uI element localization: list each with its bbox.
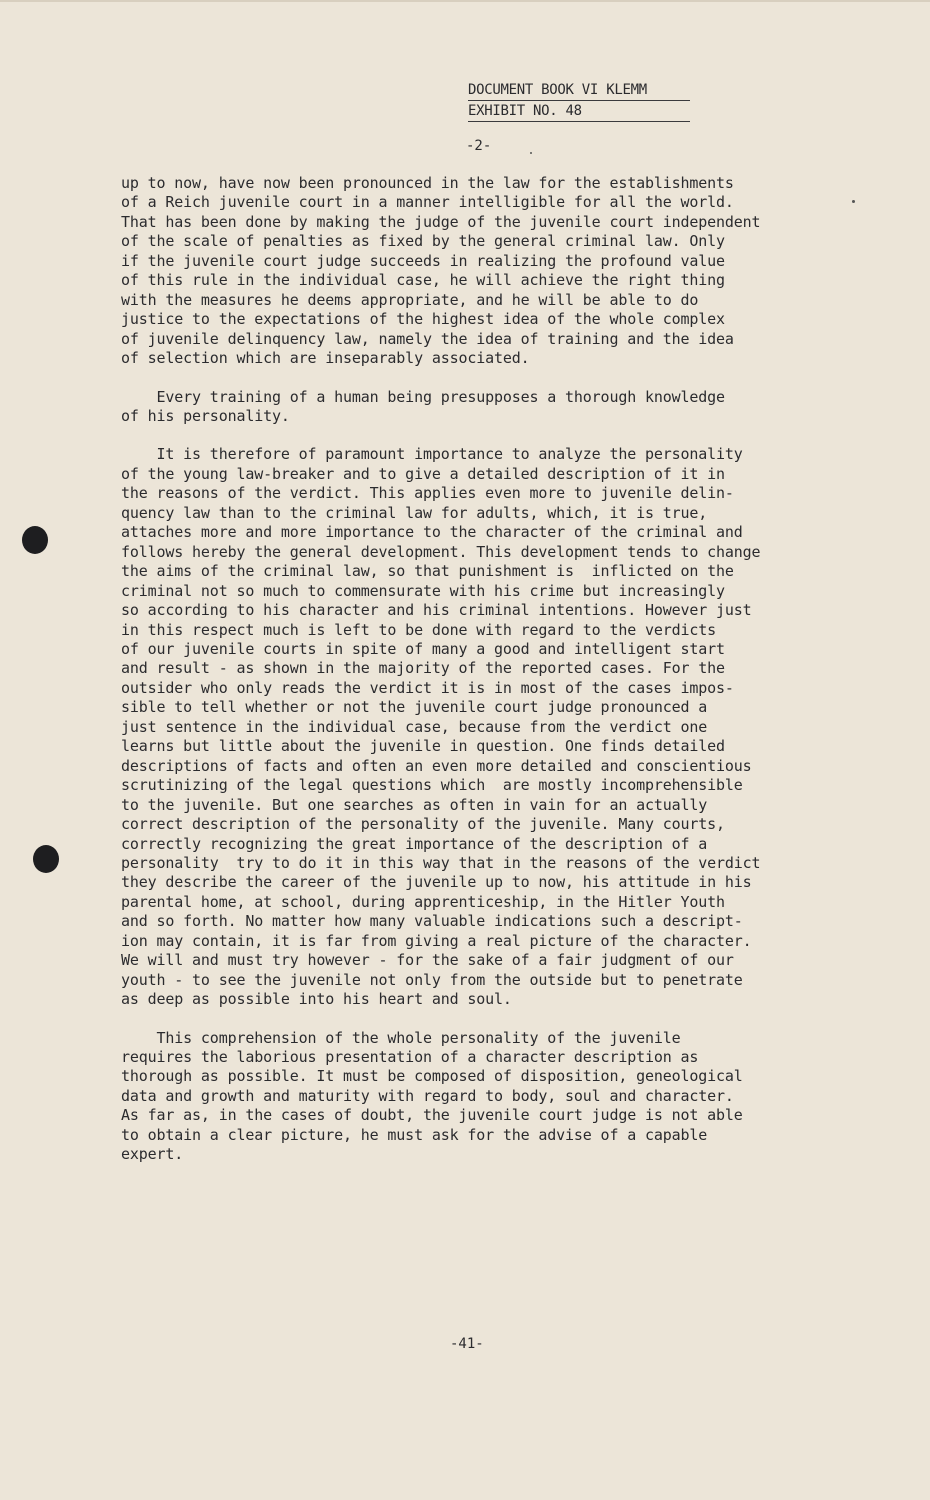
text-line: follows hereby the general development. This development tends to change [121, 542, 761, 561]
text-line: of our juvenile courts in spite of many a good and intelligent start [121, 639, 725, 658]
text-line: they describe the career of the juvenile up to now, his attitude in his [121, 873, 752, 892]
paper-speck [530, 152, 532, 154]
text-line: of a Reich juvenile court in a manner intelligible for all the world. [121, 193, 734, 212]
text-line: to obtain a clear picture, he must ask for the advise of a capable [121, 1125, 708, 1144]
text-line: up to now, have now been pronounced in the law for the establishments [121, 174, 734, 192]
text-line: to the juvenile. But one searches as often in vain for an actually [121, 795, 708, 814]
text-line: in this respect much is left to be done with regard to the verdicts [121, 620, 717, 639]
text-line: As far as, in the cases of doubt, the juvenile court judge is not able [121, 1106, 743, 1125]
text-line: data and growth and maturity with regard to body, soul and character. [121, 1086, 734, 1105]
text-line: of the scale of penalties as fixed by the general criminal law. Only [121, 232, 725, 251]
text-line: the aims of the criminal law, so that punishment is inflicted on the [121, 562, 734, 581]
text-line: as deep as possible into his heart and soul. [121, 990, 512, 1009]
text-line: so according to his character and his criminal intentions. However just [121, 601, 752, 620]
text-line: the reasons of the verdict. This applies even more to juvenile delin- [121, 484, 734, 503]
text-line: quency law than to the criminal law for adults, which, it is true, [121, 503, 708, 522]
text-line: expert. [121, 1145, 184, 1164]
text-line: youth - to see the juvenile not only from the outside but to penetrate [121, 970, 743, 989]
document-book-label: DOCUMENT BOOK VI KLEMM [468, 80, 690, 101]
text-line: correctly recognizing the great importance of the description of a [121, 834, 708, 853]
page-number-top: -2- [466, 138, 492, 154]
text-line: sible to tell whether or not the juvenile court judge pronounced a [121, 698, 708, 717]
document-body [121, 174, 821, 1165]
page-number-bottom: -41- [450, 1336, 484, 1352]
text-line: and result - as shown in the majority of the reported cases. For the [121, 659, 725, 678]
text-line: It is therefore of paramount importance to analyze the personality [121, 445, 743, 464]
text-line: of juvenile delinquency law, namely the idea of training and the idea [121, 329, 734, 348]
text-line: if the juvenile court judge succeeds in realizing the profound value [121, 251, 725, 270]
top-edge-line [0, 0, 930, 2]
text-line: This comprehension of the whole personality of the juvenile [121, 1028, 681, 1047]
text-line: requires the laborious presentation of a character description as [121, 1048, 699, 1067]
text-line: of selection which are inseparably associated. [121, 349, 530, 368]
text-line: parental home, at school, during apprenticeship, in the Hitler Youth [121, 892, 725, 911]
text-line: criminal not so much to commensurate with his crime but increasingly [121, 581, 725, 600]
paragraph-4 [121, 1029, 821, 1165]
text-line: scrutinizing of the legal questions which are mostly incomprehensible [121, 776, 743, 795]
paragraph-1 [121, 174, 821, 369]
text-line: of his personality. [121, 406, 290, 425]
text-line: justice to the expectations of the highest idea of the whole complex [121, 310, 725, 329]
text-line: of this rule in the individual case, he will achieve the right thing [121, 271, 725, 290]
punch-hole-lower [33, 845, 59, 873]
text-line: Every training of a human being presupposes a thorough knowledge [121, 387, 725, 406]
punch-hole-upper [22, 526, 48, 554]
paragraph-2 [121, 388, 821, 427]
text-line: personality try to do it in this way that in the reasons of the verdict [121, 853, 761, 872]
text-line: correct description of the personality of the juvenile. Many courts, [121, 815, 725, 834]
text-line: attaches more and more importance to the character of the criminal and [121, 523, 743, 542]
text-line: outsider who only reads the verdict it is in most of the cases impos- [121, 678, 734, 697]
text-line: learns but little about the juvenile in question. One finds detailed [121, 737, 725, 756]
exhibit-number-label: EXHIBIT NO. 48 [468, 101, 690, 122]
text-line: just sentence in the individual case, because from the verdict one [121, 717, 708, 736]
text-line: of the young law-breaker and to give a detailed description of it in [121, 464, 725, 483]
text-line: and so forth. No matter how many valuable indications such a descript- [121, 912, 743, 931]
text-line: descriptions of facts and often an even more detailed and conscientious [121, 756, 752, 775]
text-line: We will and must try however - for the sake of a fair judgment of our [121, 951, 734, 970]
paragraph-3 [121, 445, 821, 1009]
document-header [468, 80, 690, 122]
text-line: with the measures he deems appropriate, and he will be able to do [121, 290, 699, 309]
text-line: thorough as possible. It must be composed of disposition, geneological [121, 1067, 743, 1086]
paper-speck [852, 200, 855, 203]
text-line: ion may contain, it is far from giving a real picture of the character. [121, 931, 752, 950]
text-line: That has been done by making the judge of the juvenile court independent [121, 212, 761, 231]
